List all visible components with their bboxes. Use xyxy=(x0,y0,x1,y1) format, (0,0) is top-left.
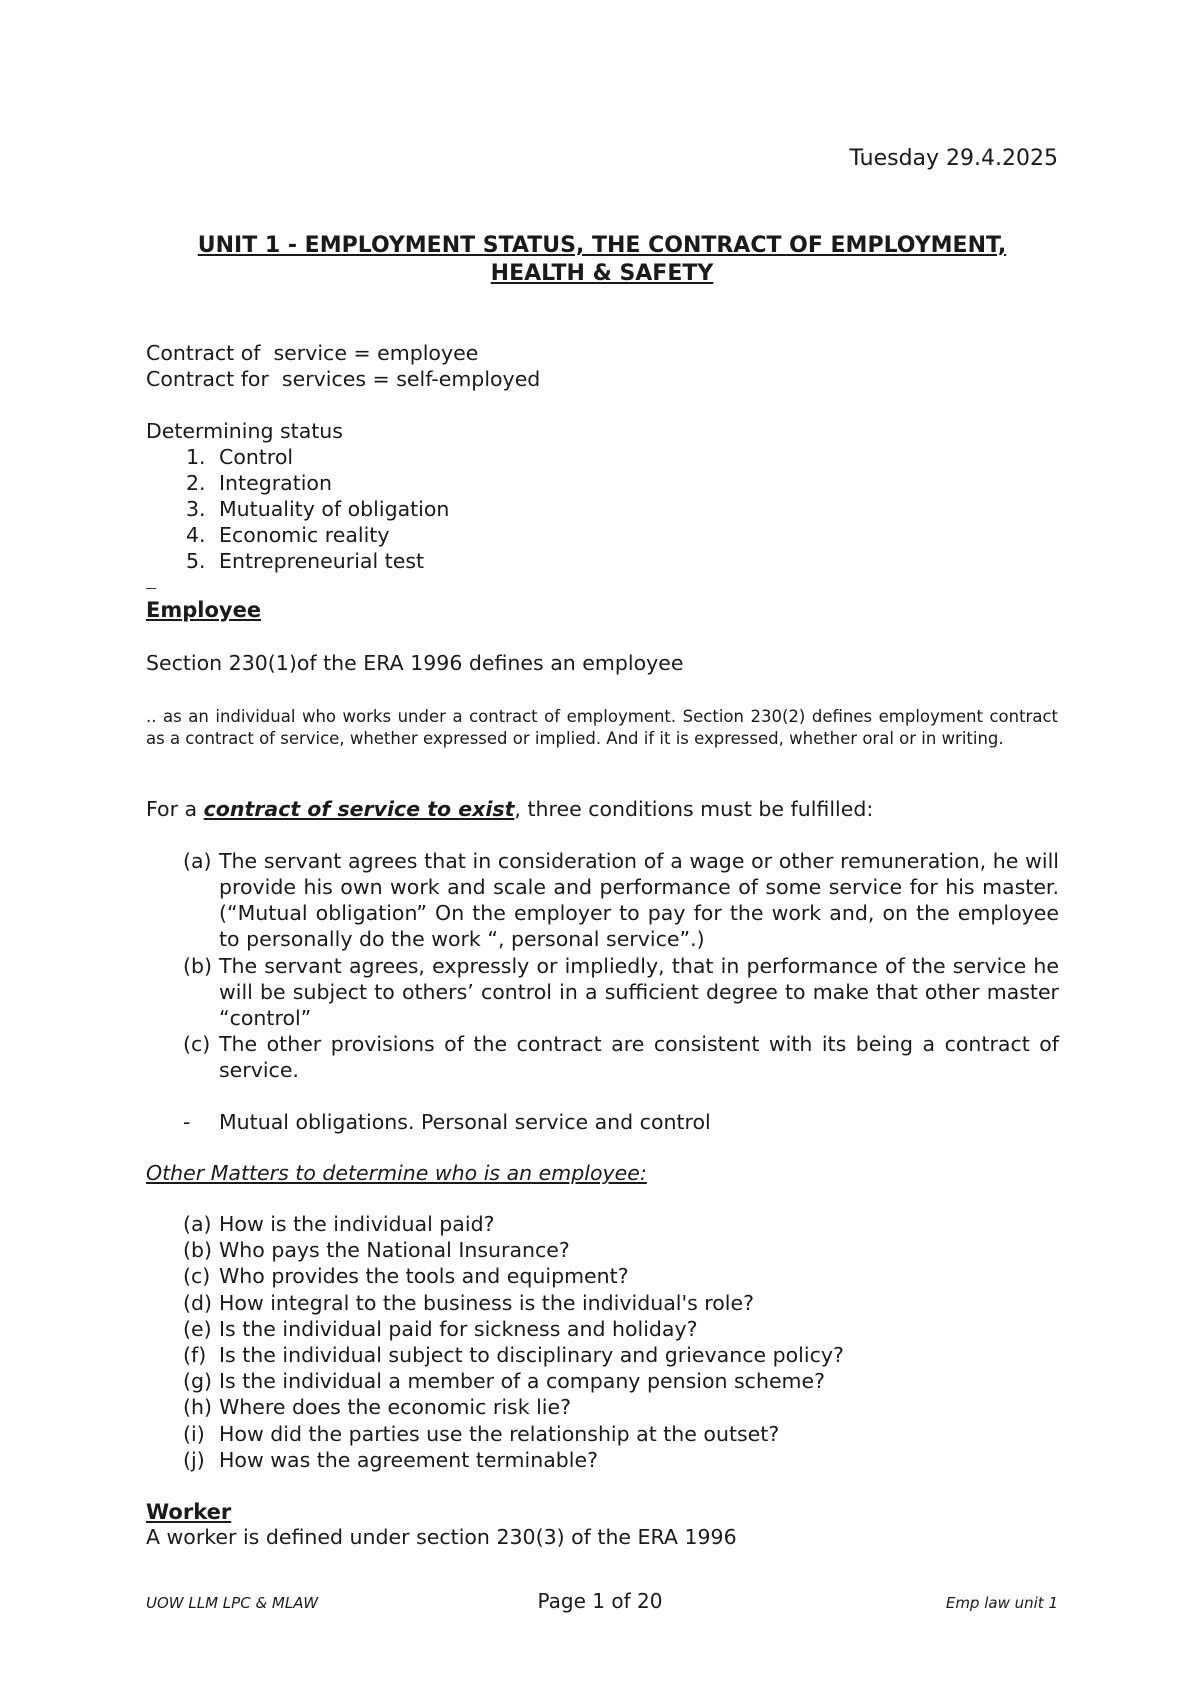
list-item: (e) Is the individual paid for sickness and holiday? xyxy=(183,1316,698,1341)
list-item: (f) Is the individual subject to disciplinary and grievance policy? xyxy=(183,1342,844,1367)
definitions xyxy=(146,340,540,392)
list-item: (c) Who provides the tools and equipment? xyxy=(183,1264,629,1289)
footer-page-number: Page 1 of 20 xyxy=(537,1589,663,1613)
footer-left: UOW LLM LPC & MLAW xyxy=(146,1594,319,1612)
definition-contract-for-services: Contract for services = self-employed xyxy=(146,367,541,391)
section-230-line: Section 230(1)of the ERA 1996 defines an employee xyxy=(146,651,684,675)
list-item: 3. Mutuality of obligation xyxy=(186,497,450,521)
title-line-2: HEALTH & SAFETY xyxy=(490,261,714,286)
dash-note-text: Mutual obligations. Personal service and control xyxy=(219,1110,711,1134)
list-item: (j) How was the agreement terminable? xyxy=(183,1447,598,1472)
condition-b: (b) The servant agrees, expressly or impliedly, that in performance of the service he will be subject to others’ control in a sufficient degree to make that other master “control” xyxy=(183,954,1059,1030)
other-matters-heading: Other Matters to determine who is an employee: xyxy=(146,1161,647,1185)
list-item: (h) Where does the economic risk lie? xyxy=(183,1395,571,1420)
list-item: (b) Who pays the National Insurance? xyxy=(183,1238,570,1263)
page-title xyxy=(146,232,1058,288)
condition-c: (c) The other provisions of the contract are consistent with its being a contract of service. xyxy=(183,1032,1059,1082)
determining-list xyxy=(0,444,846,574)
list-item: (d) How integral to the business is the individual's role? xyxy=(183,1290,754,1315)
list-item: (a) How is the individual paid? xyxy=(183,1212,495,1236)
determining-status xyxy=(146,418,846,574)
conditions-intro: For a contract of service to exist, three conditions must be fulfilled: xyxy=(146,797,874,821)
condition-a: (a) The servant agrees that in consideration of a wage or other remuneration, he will provide his own work and scale and performance of some service for his master. (“Mutual obligation” On the employer to pay for the work and, on the employee to personally do the work “, personal service”.) xyxy=(183,849,1059,951)
list-item: 1. Control xyxy=(186,445,294,469)
employee-quote: .. as an individual who works under a contract of employment. Section 230(2) defines employment contract as a contract of service, whether expressed or implied. And if it is expressed, whether oral or in writing. xyxy=(146,707,1058,748)
definition-contract-of-service: Contract of service = employee xyxy=(146,341,479,365)
footer-right: Emp law unit 1 xyxy=(945,1594,1058,1612)
list-item: 4. Economic reality xyxy=(186,523,390,547)
determining-heading: Determining status xyxy=(146,419,343,443)
list-item: 5. Entrepreneurial test xyxy=(186,549,425,573)
worker-heading: Worker xyxy=(146,1500,232,1524)
list-item: (g) Is the individual a member of a company pension scheme? xyxy=(183,1369,826,1394)
emphasis-text: contract of service to exist xyxy=(203,797,515,821)
dash-mark: - xyxy=(183,1110,191,1134)
title-line-1: UNIT 1 - EMPLOYMENT STATUS, THE CONTRACT OF EMPLOYMENT, xyxy=(197,233,1007,258)
date-line: Tuesday 29.4.2025 xyxy=(849,146,1058,171)
employee-heading: Employee xyxy=(146,598,262,622)
other-matters-list xyxy=(183,1211,1059,1473)
worker-definition: A worker is defined under section 230(3) of the ERA 1996 xyxy=(146,1525,737,1549)
stray-mark xyxy=(146,588,156,589)
list-item: 2. Integration xyxy=(186,471,332,495)
list-item: (i) How did the parties use the relationship at the outset? xyxy=(183,1421,780,1446)
